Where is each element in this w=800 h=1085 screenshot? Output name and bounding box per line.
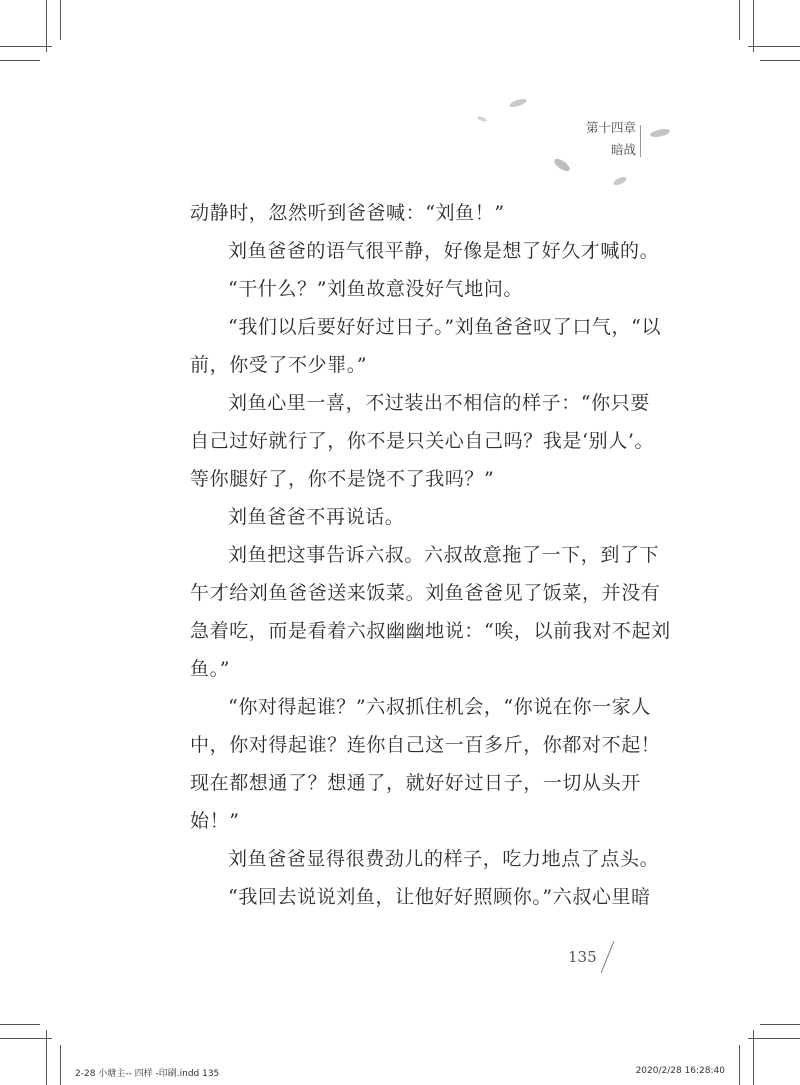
crop-mark-top-right-h2 bbox=[760, 60, 800, 61]
crop-mark-bottom-left-h bbox=[0, 1038, 52, 1039]
text-line: 刘鱼爸爸不再说话。 bbox=[228, 506, 405, 528]
text-line: “干什么？”刘鱼故意没好气地问。 bbox=[228, 278, 524, 300]
crop-mark-bottom-left-h2 bbox=[0, 1024, 40, 1025]
text-line: 午才给刘鱼爸爸送来饭菜。刘鱼爸爸见了饭菜，并没有 bbox=[190, 582, 661, 604]
print-slug-file: 2-28 小塘主-- 四样 -印刷.indd 135 bbox=[75, 1069, 220, 1079]
crop-mark-top-right-h bbox=[748, 46, 800, 47]
crop-mark-top-right-v bbox=[753, 0, 754, 52]
crop-mark-bottom-right-v2 bbox=[739, 1045, 740, 1085]
crop-mark-top-left-v bbox=[46, 0, 47, 52]
page-number: 135 bbox=[568, 948, 597, 966]
crop-mark-top-left-v2 bbox=[60, 0, 61, 40]
text-line: “你对得起谁？”六叔抓住机会，“你说在你一家人 bbox=[228, 696, 651, 718]
text-line: “我们以后要好好过日子。”刘鱼爸爸叹了口气，“以 bbox=[228, 316, 662, 338]
text-line: 急着吃，而是看着六叔幽幽地说：“唉，以前我对不起刘 bbox=[190, 620, 671, 642]
chapter-number: 第十四章 bbox=[585, 120, 636, 135]
page-number-slash bbox=[601, 941, 615, 973]
text-line: 刘鱼心里一喜，不过装出不相信的样子：“你只要 bbox=[228, 392, 650, 414]
text-line: “我回去说说刘鱼，让他好好照顾你。”六叔心里暗 bbox=[228, 886, 651, 908]
crop-mark-bottom-left-v2 bbox=[60, 1045, 61, 1085]
text-line: 动静时，忽然听到爸爸喊：“刘鱼！” bbox=[190, 202, 505, 224]
crop-mark-bottom-right-h bbox=[748, 1038, 800, 1039]
text-line: 自己过好就行了，你不是只关心自己吗？我是‘别人’。 bbox=[190, 430, 655, 452]
text-line: 现在都想通了？想通了，就好好过日子，一切从头开 bbox=[190, 772, 641, 794]
leaf-decoration-icon bbox=[470, 95, 680, 190]
header-divider bbox=[640, 125, 641, 157]
crop-mark-top-left-h bbox=[0, 46, 52, 47]
text-line: 始！” bbox=[190, 810, 240, 832]
print-slug-date: 2020/2/28 16:28:40 bbox=[635, 1066, 725, 1076]
text-line: 刘鱼把这事告诉六叔。六叔故意拖了一下，到了下 bbox=[228, 544, 660, 566]
text-line: 中，你对得起谁？连你自己这一百多斤，你都对不起！ bbox=[190, 734, 661, 756]
running-header bbox=[586, 117, 636, 161]
crop-mark-bottom-right-h2 bbox=[760, 1024, 800, 1025]
body-text bbox=[190, 194, 671, 916]
crop-mark-top-left-h2 bbox=[0, 60, 40, 61]
text-line: 等你腿好了，你不是饶不了我吗？” bbox=[190, 468, 495, 490]
chapter-title: 暗战 bbox=[610, 142, 636, 157]
text-line: 前，你受了不少罪。” bbox=[190, 354, 368, 376]
text-line: 刘鱼爸爸显得很费劲儿的样子，吃力地点了点头。 bbox=[228, 848, 660, 870]
text-line: 刘鱼爸爸的语气很平静，好像是想了好久才喊的。 bbox=[228, 240, 660, 262]
text-line: 鱼。” bbox=[190, 658, 231, 680]
crop-mark-top-right-v2 bbox=[739, 0, 740, 40]
